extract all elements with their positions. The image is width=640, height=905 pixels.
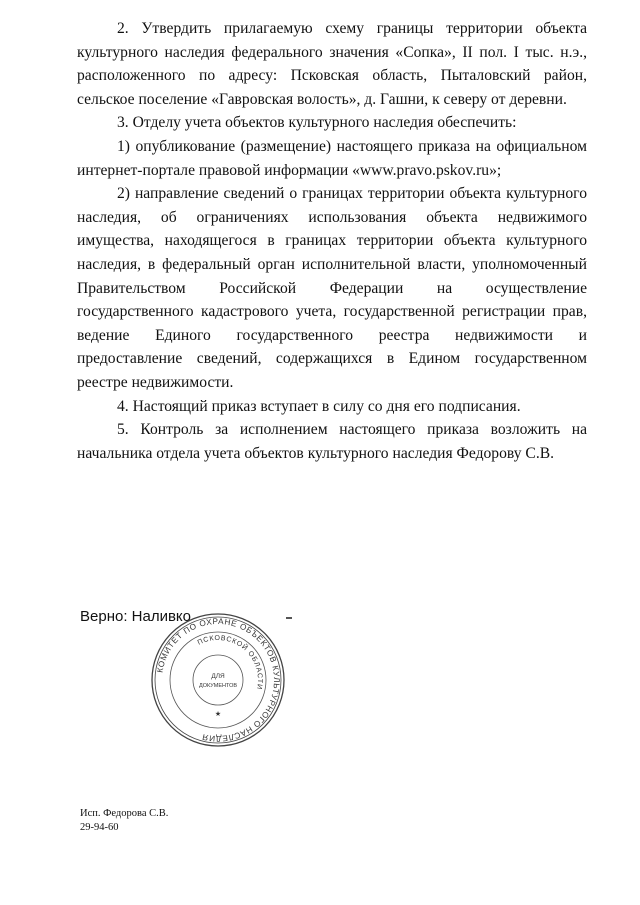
paragraph-2: 2. Утвердить прилагаемую схему границы территории объекта культурного наследия федерального значения «Сопка», II пол. I тыс. н.э., расположенного по адресу: Псковская область, Пыталовский район, сельское поселение «Гавровская волость», д. Гашни, к северу от деревни. xyxy=(77,20,587,108)
paragraph-5: 5. Контроль за исполнением настоящего приказа возложить на начальника отдела учета объектов культурного наследия Федорову С.В. xyxy=(77,421,587,462)
paragraph-3-2: 2) направление сведений о границах территории объекта культурного наследия, об ограничениях использования объекта недвижимого имущества, находящегося в границах территории объекта культурного наследия, в федеральный орган исполнительной власти, уполномоченный Правительством Российской Федерации на осуществление государственного кадастрового учета, государственной регистрации прав, ведение Единого государственного реестра недвижимости и предоставление сведений, содержащихся в Едином государственном реестре недвижимости. xyxy=(77,185,587,391)
footer-block xyxy=(80,807,168,835)
official-seal-stamp xyxy=(148,610,288,750)
stamp-star-icon: ★ xyxy=(214,711,222,718)
stamp-inner-ring-text: ПСКОВСКОЙ ОБЛАСТИ xyxy=(196,634,264,691)
stamp-center-line-2: ДОКУМЕНТОВ xyxy=(198,683,238,689)
stamp-center-line-1: ДЛЯ xyxy=(211,673,225,680)
certification-text: Верно: Наливко xyxy=(80,608,191,625)
executor-line: Исп. Федорова С.В. xyxy=(80,808,169,819)
paragraph-3-1: 1) опубликование (размещение) настоящего приказа на официальном интернет-портале правовой информации «www.pravo.pskov.ru»; xyxy=(77,137,587,179)
paragraph-3: 3. Отделу учета объектов культурного наследия обеспечить: xyxy=(117,114,517,132)
phone-line: 29-94-60 xyxy=(80,822,119,833)
stamp-ring-text: КОМИТЕТ ПО ОХРАНЕ ОБЪЕКТОВ КУЛЬТУРНОГО НАСЛЕДИЯ xyxy=(155,616,282,744)
document-body xyxy=(77,17,587,465)
paragraph-4: 4. Настоящий приказ вступает в силу со дня его подписания. xyxy=(117,397,521,415)
